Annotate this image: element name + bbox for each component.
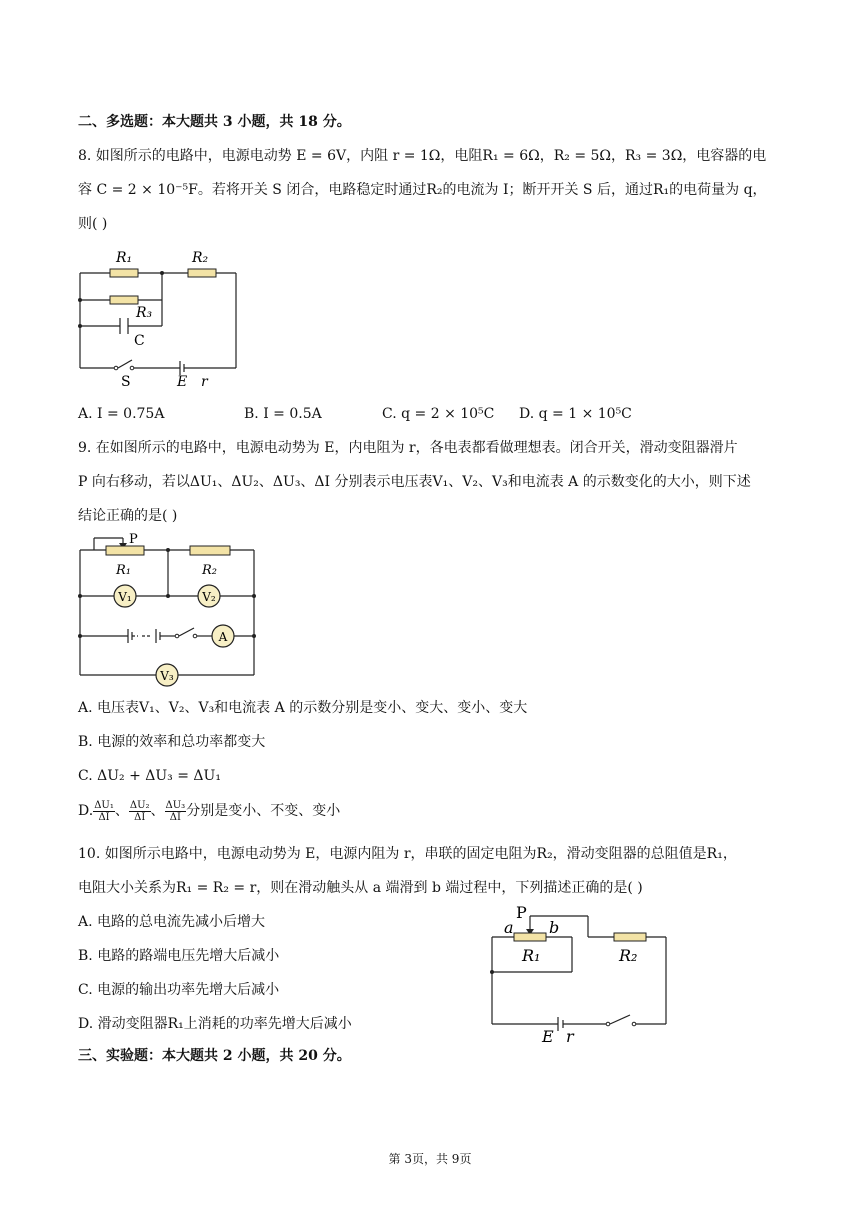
q9-fraction-2-numerator: ΔU₂	[129, 799, 150, 811]
q10-option-a: A. 电路的总电流先减小后增大	[78, 914, 266, 930]
q8-fig-label-c: C	[134, 333, 145, 349]
q10-fig-label-r1: R₁	[522, 946, 541, 965]
q8-fig-label-e: E	[177, 374, 188, 390]
q9-fig-label-p: P	[129, 532, 138, 547]
q10-fig-label-b: b	[549, 918, 560, 937]
q9-option-d-prefix: D.	[78, 803, 94, 819]
q9-fraction-2-denominator: ΔI	[134, 811, 146, 823]
q10-option-d: D. 滑动变阻器R₁上消耗的功率先增大后减小	[78, 1016, 352, 1032]
q9-fig-label-r1: R₁	[116, 563, 131, 578]
q8-circuit-diagram	[70, 240, 250, 390]
q8-option-d: D. q = 1 × 10⁵C	[519, 406, 632, 422]
q10-fig-label-r: r	[566, 1027, 574, 1046]
q8-fig-label-r1: R₁	[116, 250, 133, 266]
q8-text-line3: 则( )	[78, 216, 108, 232]
q9-fraction-1-denominator: ΔI	[98, 811, 110, 823]
q8-fig-label-r: r	[201, 374, 208, 390]
q10-option-c: C. 电源的输出功率先增大后减小	[78, 982, 280, 998]
q9-fig-label-a: A	[218, 630, 228, 644]
q9-circuit-diagram	[70, 530, 270, 690]
q8-fig-label-s: S	[121, 374, 131, 390]
q9-text-line3: 结论正确的是( )	[78, 508, 178, 524]
q9-option-d	[78, 798, 340, 824]
q10-circuit-diagram	[480, 900, 680, 1050]
q8-option-b: B. I = 0.5A	[244, 406, 322, 422]
q9-fraction-1-numerator: ΔU₁	[94, 799, 114, 811]
section-3-heading: 三、实验题：本大题共 2 小题，共 20 分。	[78, 1048, 351, 1064]
q9-option-d-separator-2: 、	[150, 803, 165, 819]
section-2-heading: 二、多选题：本大题共 3 小题，共 18 分。	[78, 114, 351, 130]
q9-option-d-separator-1: 、	[114, 803, 129, 819]
q9-fig-label-v1: V₁	[118, 590, 132, 604]
q10-fig-label-e: E	[542, 1027, 554, 1046]
q10-text-line1: 10. 如图所示电路中，电源电动势为 E，电源内阻为 r，串联的固定电阻为R₂，滑动变阻器的总阻值是R₁，	[78, 846, 737, 862]
q9-fig-label-v3: V₃	[160, 669, 174, 683]
q9-option-b: B. 电源的效率和总功率都变大	[78, 734, 266, 750]
q8-option-c: C. q = 2 × 10⁵C	[382, 406, 495, 422]
q8-fig-label-r3: R₃	[136, 305, 153, 321]
q10-text-line2: 电阻大小关系为R₁ = R₂ = r，则在滑动触头从 a 端滑到 b 端过程中，下列描述正确的是( )	[78, 880, 643, 896]
q8-text-line2: 容 C = 2 × 10⁻⁵F。若将开关 S 闭合，电路稳定时通过R₂的电流为 I；断开开关 S 后，通过R₁的电荷量为 q，	[78, 182, 767, 198]
q10-fig-label-p: P	[516, 903, 527, 922]
page-footer: 第 3页，共 9页	[388, 1152, 472, 1166]
q10-fig-label-r2: R₂	[619, 946, 638, 965]
q9-option-a: A. 电压表V₁、V₂、V₃和电流表 A 的示数分别是变小、变大、变小、变大	[78, 700, 528, 716]
q9-option-c: C. ΔU₂ + ΔU₃ = ΔU₁	[78, 768, 221, 784]
q9-text-line2: P 向右移动，若以ΔU₁、ΔU₂、ΔU₃、ΔI 分别表示电压表V₁、V₂、V₃和电流表 A 的示数变化的大小，则下述	[78, 474, 751, 490]
q9-fig-label-r2: R₂	[202, 563, 217, 578]
q9-fraction-3-numerator: ΔU₃	[165, 799, 186, 811]
q9-fraction-3	[165, 800, 187, 823]
q9-text-line1: 9. 在如图所示的电路中，电源电动势为 E，内电阻为 r，各电表都看做理想表。闭合开关，滑动变阻器滑片	[78, 440, 738, 456]
q9-option-d-suffix: 分别是变小、不变、变小	[186, 803, 341, 819]
q9-fraction-3-denominator: ΔI	[169, 811, 181, 823]
q10-option-b: B. 电路的路端电压先增大后减小	[78, 948, 280, 964]
q10-fig-label-a: a	[504, 918, 514, 937]
q8-fig-label-r2: R₂	[192, 250, 209, 266]
q8-text-line1: 8. 如图所示的电路中，电源电动势 E = 6V，内阻 r = 1Ω，电阻R₁ = 6Ω，R₂ = 5Ω，R₃ = 3Ω，电容器的电	[78, 148, 767, 164]
q8-option-a: A. I = 0.75A	[78, 406, 165, 422]
q9-fraction-1	[93, 800, 115, 823]
q9-fig-label-v2: V₂	[202, 590, 216, 604]
q9-fraction-2	[129, 800, 151, 823]
